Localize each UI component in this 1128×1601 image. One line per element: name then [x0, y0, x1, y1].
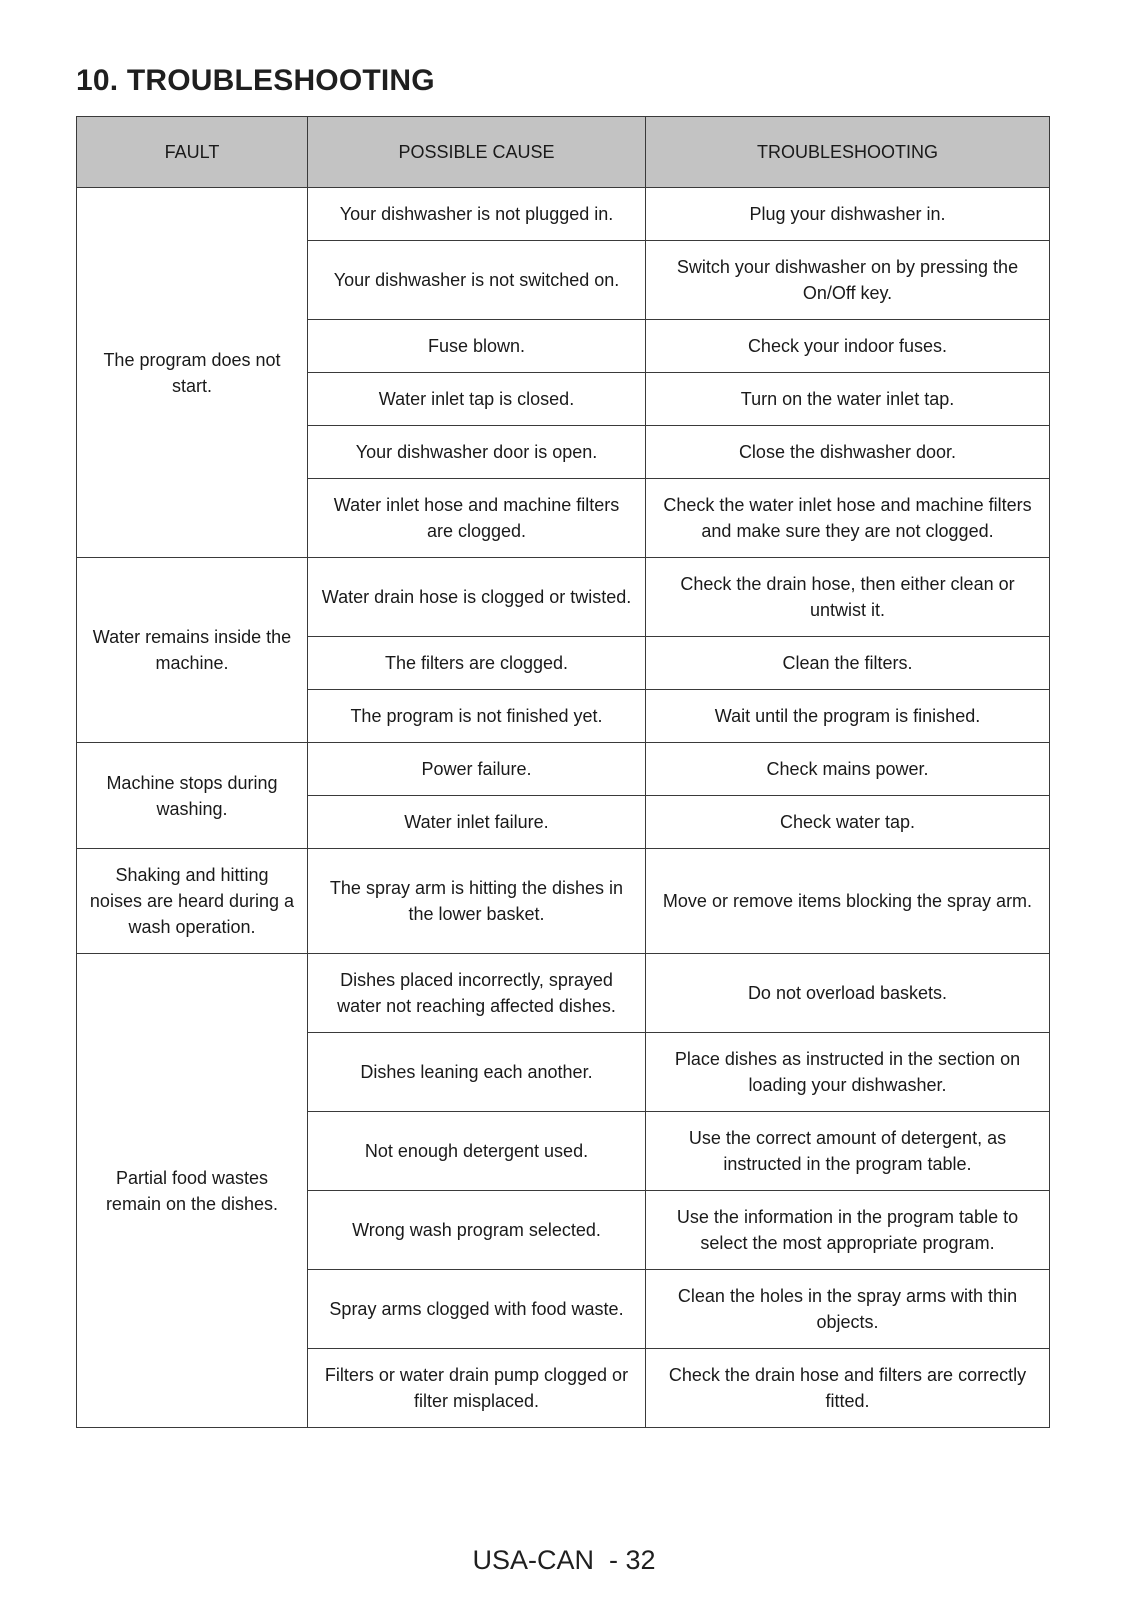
cause-cell: Water inlet failure.	[308, 796, 646, 849]
cause-cell: The filters are clogged.	[308, 637, 646, 690]
fix-cell: Switch your dishwasher on by pressing the On/Off key.	[646, 241, 1050, 320]
table-row	[77, 558, 1050, 637]
table-row	[77, 849, 1050, 954]
cause-cell: Water inlet hose and machine filters are clogged.	[308, 479, 646, 558]
fix-cell: Check the water inlet hose and machine filters and make sure they are not clogged.	[646, 479, 1050, 558]
cause-cell: Your dishwasher is not plugged in.	[308, 188, 646, 241]
page-footer: USA-CAN - 32	[472, 1545, 656, 1575]
cause-cell: Spray arms clogged with food waste.	[308, 1270, 646, 1349]
fix-cell: Turn on the water inlet tap.	[646, 373, 1050, 426]
cause-cell: Not enough detergent used.	[308, 1112, 646, 1191]
fix-cell: Move or remove items blocking the spray arm.	[646, 849, 1050, 954]
cause-cell: The program is not finished yet.	[308, 690, 646, 743]
fix-cell: Check the drain hose and filters are correctly fitted.	[646, 1349, 1050, 1428]
fix-cell: Clean the holes in the spray arms with thin objects.	[646, 1270, 1050, 1349]
header-possible-cause: POSSIBLE CAUSE	[308, 117, 646, 188]
table-row	[77, 743, 1050, 796]
fix-cell: Use the information in the program table to select the most appropriate program.	[646, 1191, 1050, 1270]
cause-cell: Your dishwasher door is open.	[308, 426, 646, 479]
cause-cell: Power failure.	[308, 743, 646, 796]
fault-cell: The program does not start.	[77, 188, 308, 558]
cause-cell: Your dishwasher is not switched on.	[308, 241, 646, 320]
cause-cell: The spray arm is hitting the dishes in the lower basket.	[308, 849, 646, 954]
fix-cell: Check water tap.	[646, 796, 1050, 849]
fix-cell: Clean the filters.	[646, 637, 1050, 690]
fault-cell: Partial food wastes remain on the dishes.	[77, 954, 308, 1428]
cause-cell: Dishes leaning each another.	[308, 1033, 646, 1112]
fix-cell: Place dishes as instructed in the section on loading your dishwasher.	[646, 1033, 1050, 1112]
fix-cell: Plug your dishwasher in.	[646, 188, 1050, 241]
fault-cell: Water remains inside the machine.	[77, 558, 308, 743]
fix-cell: Check your indoor fuses.	[646, 320, 1050, 373]
header-fault: FAULT	[77, 117, 308, 188]
page-title: 10. TROUBLESHOOTING	[76, 64, 435, 97]
fix-cell: Check the drain hose, then either clean or untwist it.	[646, 558, 1050, 637]
cause-cell: Wrong wash program selected.	[308, 1191, 646, 1270]
fix-cell: Wait until the program is finished.	[646, 690, 1050, 743]
cause-cell: Dishes placed incorrectly, sprayed water not reaching affected dishes.	[308, 954, 646, 1033]
header-troubleshooting: TROUBLESHOOTING	[646, 117, 1050, 188]
fix-cell: Check mains power.	[646, 743, 1050, 796]
cause-cell: Filters or water drain pump clogged or filter misplaced.	[308, 1349, 646, 1428]
fix-cell: Close the dishwasher door.	[646, 426, 1050, 479]
fault-cell: Shaking and hitting noises are heard during a wash operation.	[77, 849, 308, 954]
fix-cell: Use the correct amount of detergent, as instructed in the program table.	[646, 1112, 1050, 1191]
cause-cell: Water drain hose is clogged or twisted.	[308, 558, 646, 637]
table-header-row	[77, 117, 1050, 188]
fault-cell: Machine stops during washing.	[77, 743, 308, 849]
cause-cell: Water inlet tap is closed.	[308, 373, 646, 426]
table-row	[77, 188, 1050, 241]
cause-cell: Fuse blown.	[308, 320, 646, 373]
fix-cell: Do not overload baskets.	[646, 954, 1050, 1033]
troubleshooting-table	[76, 116, 1050, 1428]
table-row	[77, 954, 1050, 1033]
